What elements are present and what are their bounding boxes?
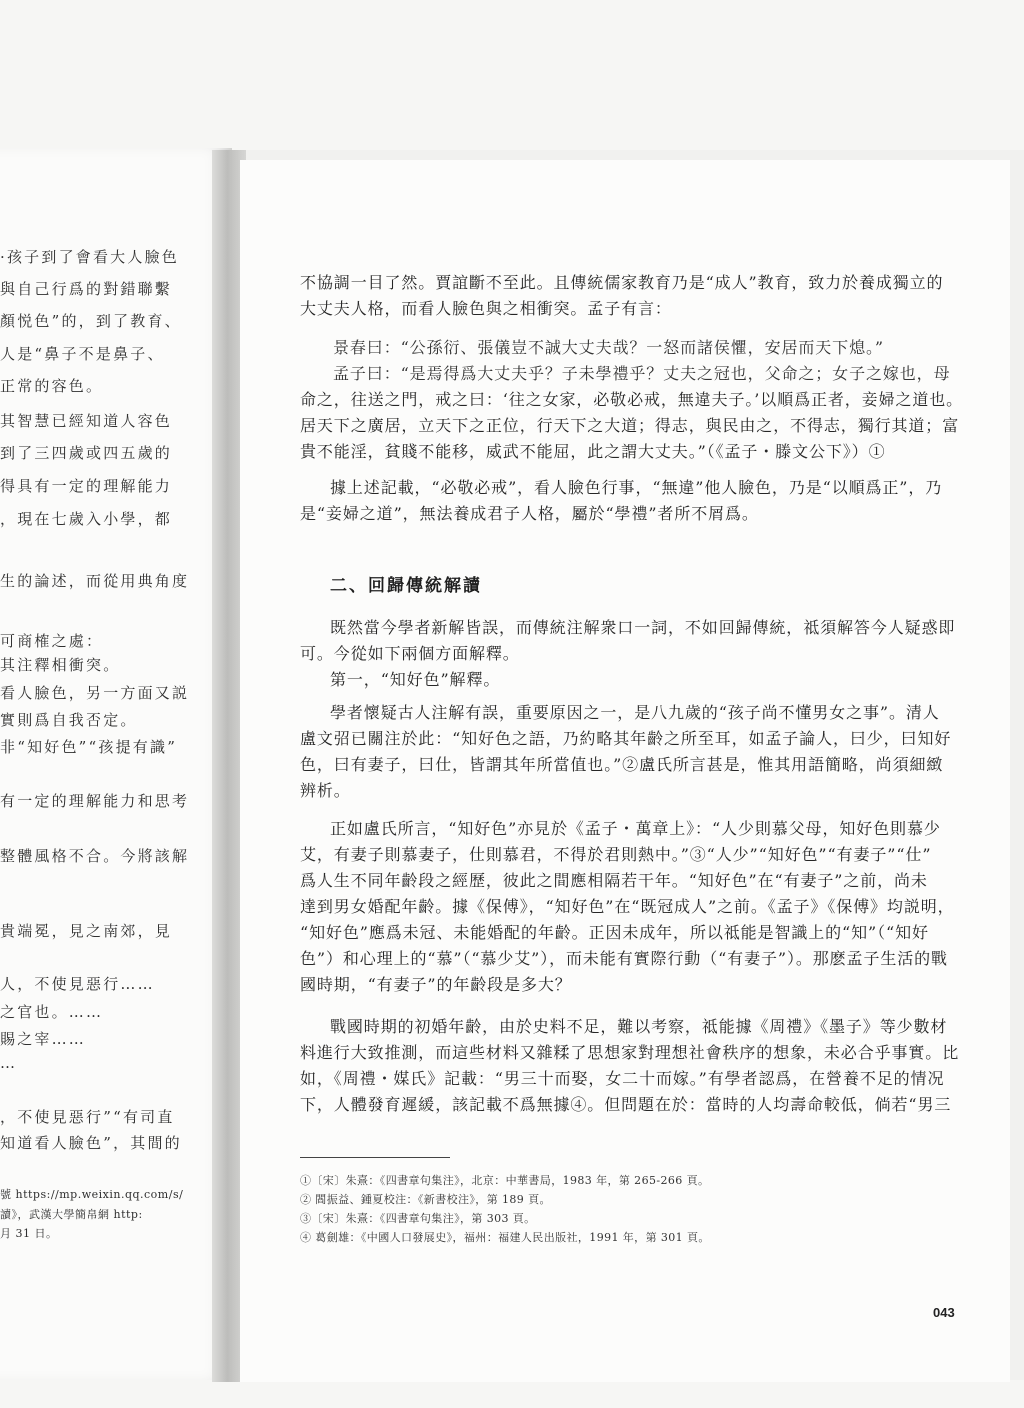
body-line: 據上述記載，“必敬必戒”，看人臉色行事，“無違”他人臉色，乃是“以順爲正”，乃 [330,478,943,497]
left-page-line: 人，不使見惡行…… [0,975,155,993]
body-line: 色”）和心理上的“慕”（“慕少艾”），而未能有實際行動（“有妻子”）。那麽孟子生活的戰 [300,949,948,968]
left-page-line: 到了三四歲或四五歲的 [0,444,173,462]
body-line: 不協調一目了然。賈誼斷不至此。且傳統儒家教育乃是“成人”教育，致力於養成獨立的 [300,273,944,292]
left-page-line: 整體風格不合。今將該解 [0,847,190,865]
left-page-footnote-line: 讀》，武漢大學簡帛網 http: [0,1208,143,1221]
left-page-line: 人是“鼻子不是鼻子、 [0,345,165,363]
footnote: ①〔宋〕朱熹：《四書章句集注》，北京：中華書局，1983 年，第 265-266 頁。 [300,1174,710,1187]
left-page-line: 有一定的理解能力和思考 [0,792,190,810]
footnote: ② 閻振益、鍾夏校注：《新書校注》，第 189 頁。 [300,1193,551,1206]
body-line: 既然當今學者新解皆誤，而傳統注解衆口一詞，不如回歸傳統，祗須解答今人疑惑即 [330,618,956,637]
left-page-footnote-line: 號 https://mp.weixin.qq.com/s/ [0,1188,184,1201]
body-line: 料進行大致推測，而這些材料又雜糅了思想家對理想社會秩序的想象，未必合乎事實。比 [300,1043,960,1062]
left-page-line: 與自己行爲的對錯聯繫 [0,280,173,298]
left-page-footnote-line: 月 31 日。 [0,1227,58,1240]
body-line: 國時期，“有妻子”的年齡段是多大？ [300,975,572,994]
left-page-line: ，不使見惡行”“有司直 [0,1108,175,1126]
quote-line: 居天下之廣居，立天下之正位，行天下之大道；得志，與民由之，不得志，獨行其道；富 [300,416,960,435]
body-line: 盧文弨已關注於此：“知好色之語，乃約略其年齡之所至耳，如孟子論人，曰少，曰知好 [300,729,952,748]
scan-background-bottom [0,1380,1024,1408]
left-page-line: 非“知好色”“孩提有識” [0,738,178,756]
body-line: 如，《周禮・媒氏》記載：“男三十而娶，女二十而嫁。”有學者認爲，在營養不足的情况 [300,1069,945,1088]
footnote: ④ 葛劍雄：《中國人口發展史》，福州：福建人民出版社，1991 年，第 301 頁。 [300,1231,710,1244]
left-page-line: 貴端冕，見之南郊，見 [0,922,173,940]
footnote: ③〔宋〕朱熹：《四書章句集注》，第 303 頁。 [300,1212,536,1225]
left-page-line: 其智慧已經知道人容色 [0,412,173,430]
left-page-line: … [0,1054,18,1072]
body-line: “知好色”應爲未冠、未能婚配的年齡。正因未成年，所以祗能是智識上的“知”（“知好 [300,923,929,942]
left-page-line: ，現在七歲入小學，都 [0,510,173,528]
left-page-line: 顏悦色”的，到了教育、 [0,312,182,330]
footnote-rule [300,1157,450,1158]
quote-line: 貴不能淫，貧賤不能移，威武不能屈，此之謂大丈夫。”（《孟子・滕文公下》）① [300,442,886,461]
left-page-line: ·孩子到了會看大人臉色 [0,248,179,266]
left-page-line: 其注釋相衝突。 [0,656,121,674]
left-page [0,148,232,1380]
body-line: 可。今從如下兩個方面解釋。 [300,644,520,663]
quote-line: 命之，往送之門，戒之曰：‘往之女家，必敬必戒，無違夫子。’以順爲正者，妾婦之道也。 [300,390,964,409]
left-page-line: 可商榷之處： [0,632,104,650]
left-page-line: 正常的容色。 [0,377,104,395]
body-line: 大丈夫人格，而看人臉色與之相衝突。孟子有言： [300,299,672,318]
left-page-line: 看人臉色，另一方面又説 [0,684,190,702]
body-line: 戰國時期的初婚年齡，由於史料不足，難以考察，祗能據《周禮》《墨子》等少數材 [330,1017,948,1036]
body-line: 正如盧氏所言，“知好色”亦見於《孟子・萬章上》：“人少則慕父母，知好色則慕少 [330,819,941,838]
scan-background-top [0,0,1024,150]
page-number: 043 [933,1305,955,1320]
body-line: 是“妾婦之道”，無法養成君子人格，屬於“學禮”者所不屑爲。 [300,504,759,523]
left-page-line: 實則爲自我否定。 [0,711,138,729]
body-line: 下，人體發育遲緩，該記載不爲無據④。但問題在於：當時的人均壽命較低，倘若“男三 [300,1095,952,1114]
body-line: 達到男女婚配年齡。據《保傅》，“知好色”在“既冠成人”之前。《孟子》《保傅》均説明， [300,897,955,916]
body-line: 辨析。 [300,781,351,800]
quote-line: 孟子曰：“是焉得爲大丈夫乎？子未學禮乎？丈夫之冠也，父命之；女子之嫁也，母 [333,364,951,383]
left-page-line: 知道看人臉色”，其間的 [0,1134,182,1152]
body-line: 第一，“知好色”解釋。 [330,670,501,689]
body-line: 學者懷疑古人注解有誤，重要原因之一，是八九歲的“孩子尚不懂男女之事”。清人 [330,703,940,722]
left-page-line: 之官也。…… [0,1003,104,1021]
body-line: 色，曰有妻子，曰仕，皆謂其年所當值也。”②盧氏所言甚是，惟其用語簡略，尚須細緻 [300,755,944,774]
left-page-line: 賜之宰…… [0,1030,87,1048]
quote-line: 景春曰：“公孫衍、張儀豈不誠大丈夫哉？一怒而諸侯懼，安居而天下熄。” [333,338,884,357]
body-line: 艾，有妻子則慕妻子，仕則慕君，不得於君則熱中。”③“人少”“知好色”“有妻子”“仕” [300,845,932,864]
body-line: 爲人生不同年齡段之經歷，彼此之間應相隔若干年。“知好色”在“有妻子”之前，尚未 [300,871,928,890]
section-heading: 二、回歸傳統解讀 [330,576,482,596]
left-page-line: 生的論述，而從用典角度 [0,572,190,590]
left-page-line: 得具有一定的理解能力 [0,477,173,495]
